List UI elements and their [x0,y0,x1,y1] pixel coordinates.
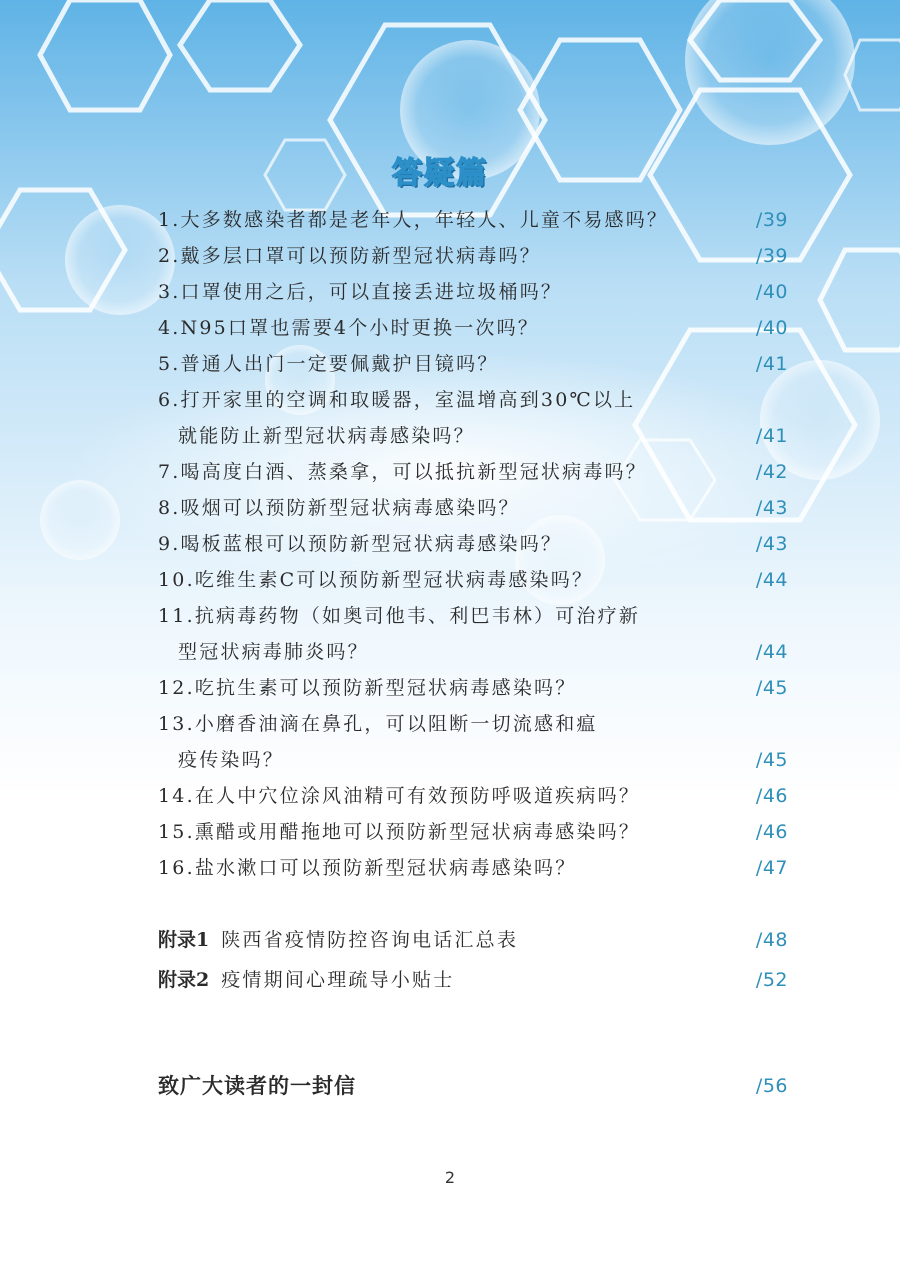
toc-entry[interactable] [158,310,788,346]
toc-entry-continuation[interactable] [158,742,788,778]
toc-entry-text: 4.N95口罩也需要4个小时更换一次吗？ [158,317,540,339]
toc-entry[interactable] [158,382,788,418]
toc-page-ref: /45 [755,677,788,699]
toc-entry-text: 致广大读者的一封信 [158,1073,356,1098]
toc-entry[interactable] [158,670,788,706]
toc-entry-text: 13.小磨香油滴在鼻孔，可以阻断一切流感和瘟 [158,713,598,735]
toc-page-ref: /44 [755,569,788,591]
toc-entry-text: 1.大多数感染者都是老年人，年轻人、儿童不易感吗？ [158,209,669,231]
toc-entry-continuation[interactable] [158,418,788,454]
toc-entry[interactable] [158,490,788,526]
toc-entry-text: 型冠状病毒肺炎吗？ [178,641,369,663]
toc-page-ref: /52 [755,969,788,991]
page-number: 2 [444,1168,456,1187]
toc-entry-text: 11.抗病毒药物（如奥司他韦、利巴韦林）可治疗新 [158,605,641,627]
toc-entry-text: 16.盐水漱口可以预防新型冠状病毒感染吗？ [158,857,577,879]
toc-page-ref: /40 [755,317,788,339]
toc-entry-text: 就能防止新型冠状病毒感染吗？ [178,425,475,447]
toc-page-ref: /41 [755,425,788,447]
toc-entry-text: 5.普通人出门一定要佩戴护目镜吗？ [158,353,499,375]
toc-entry-text: 6.打开家里的空调和取暖器，室温增高到30℃以上 [158,389,636,411]
toc-entry-continuation[interactable] [158,634,788,670]
appendix-label: 附录2 [158,969,210,991]
toc-entry-text: 14.在人中穴位涂风油精可有效预防呼吸道疾病吗？ [158,785,641,807]
toc-entry[interactable] [158,562,788,598]
toc-entry[interactable] [158,346,788,382]
toc-entry-text [158,922,518,958]
toc-entry[interactable] [158,454,788,490]
toc-entry-letter[interactable] [158,1068,788,1104]
toc-page-ref: /45 [755,749,788,771]
toc-page-ref: /56 [755,1075,788,1097]
toc-appendix[interactable] [158,962,788,998]
appendix-label: 附录1 [158,929,210,951]
toc-page-ref: /39 [755,209,788,231]
toc-page-ref: /46 [755,785,788,807]
toc-page-ref: /48 [755,929,788,951]
toc-page-ref: /40 [755,281,788,303]
toc-entry[interactable] [158,598,788,634]
toc-entry-text [158,962,454,998]
appendix-title: 疫情期间心理疏导小贴士 [221,969,455,991]
toc-entry-text: 9.喝板蓝根可以预防新型冠状病毒感染吗？ [158,533,563,555]
toc-entry-text: 2.戴多层口罩可以预防新型冠状病毒吗？ [158,245,541,267]
toc-entry-text: 12.吃抗生素可以预防新型冠状病毒感染吗？ [158,677,577,699]
toc-entry[interactable] [158,238,788,274]
toc-entry[interactable] [158,274,788,310]
toc-entry[interactable] [158,706,788,742]
toc-page-ref: /46 [755,821,788,843]
toc-entry[interactable] [158,202,788,238]
toc-page-ref: /44 [755,641,788,663]
section-title: 答疑篇 [392,156,488,191]
toc-entry-text: 疫传染吗？ [178,749,285,771]
toc-page-ref: /47 [755,857,788,879]
toc-entry-text: 7.喝高度白酒、蒸桑拿，可以抵抗新型冠状病毒吗？ [158,461,647,483]
toc-entry[interactable] [158,850,788,886]
toc-page-ref: /43 [755,497,788,519]
toc-entry-text: 3.口罩使用之后，可以直接丢进垃圾桶吗？ [158,281,563,303]
toc-entry-text: 10.吃维生素C可以预防新型冠状病毒感染吗？ [158,569,594,591]
toc-entry[interactable] [158,526,788,562]
toc-appendix[interactable] [158,922,788,958]
appendix-title: 陕西省疫情防控咨询电话汇总表 [221,929,519,951]
toc-entry[interactable] [158,814,788,850]
toc-page-ref: /43 [755,533,788,555]
toc-page-ref: /42 [755,461,788,483]
toc-entry[interactable] [158,778,788,814]
toc-entry-text: 15.熏醋或用醋拖地可以预防新型冠状病毒感染吗？ [158,821,641,843]
toc-entry-text: 8.吸烟可以预防新型冠状病毒感染吗？ [158,497,520,519]
toc-page-ref: /41 [755,353,788,375]
toc-page-ref: /39 [755,245,788,267]
